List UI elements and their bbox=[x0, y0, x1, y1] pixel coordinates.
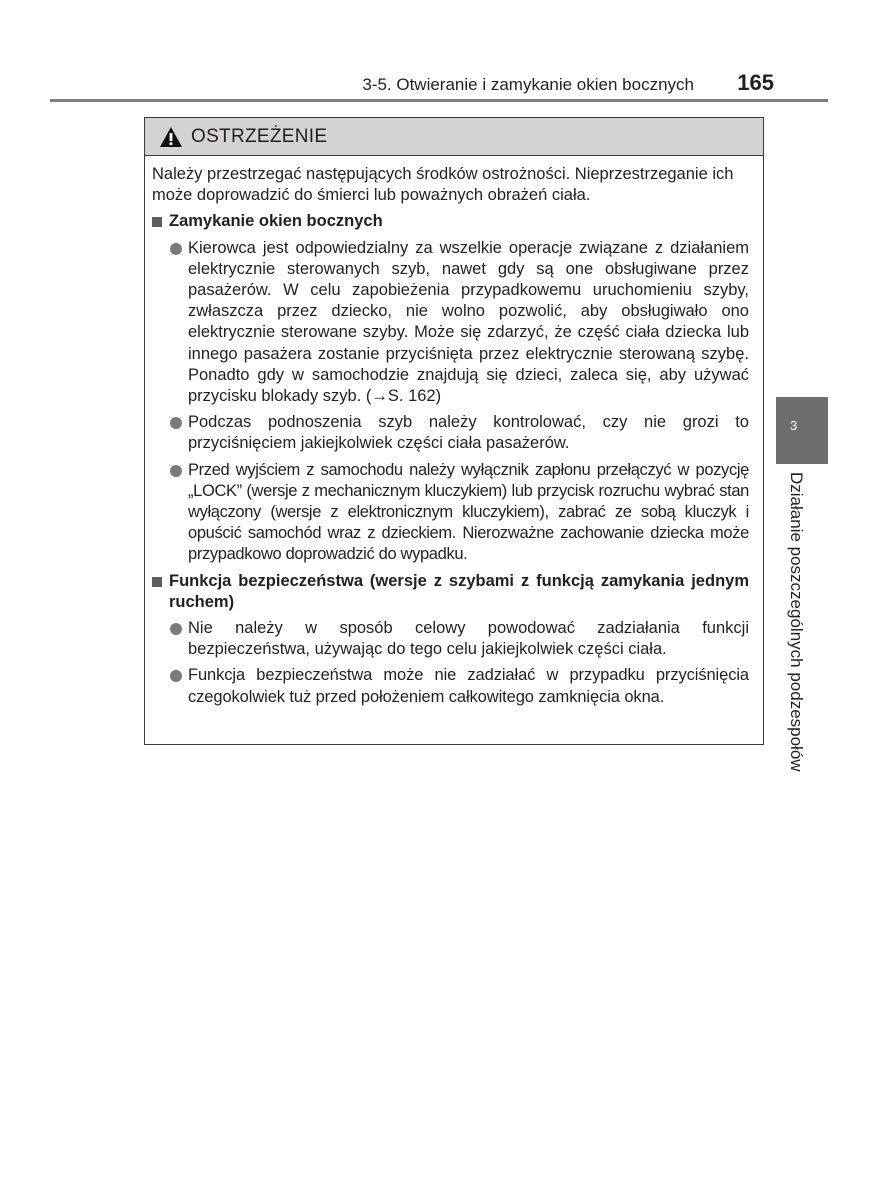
circle-bullet-icon bbox=[170, 243, 182, 255]
circle-bullet-icon bbox=[170, 670, 182, 682]
page-header bbox=[50, 66, 828, 102]
list-item-text: Przed wyjściem z samochodu należy wyłącznik zapłonu przełączyć w pozycję „LOCK” (wersje z mechanicznym kluczykiem) lub przycisk rozruchu wybrać stan wyłączony (wersje z elektronicznym kluczykiem), zabrać ze sobą kluczyk i opuścić samochód wraz z dzieckiem. Nierozważne zachowanie dziecka może przypadkowo doprowadzić do wypadku. bbox=[188, 460, 749, 564]
circle-bullet-icon bbox=[170, 465, 182, 477]
chapter-tab bbox=[776, 397, 828, 464]
square-bullet-icon bbox=[152, 577, 162, 587]
section-heading-text: Funkcja bezpieczeństwa (wersje z szybami z funkcją zamykania jednym ruchem) bbox=[169, 571, 749, 611]
list-item bbox=[152, 238, 749, 408]
circle-bullet-icon bbox=[170, 623, 182, 635]
list-item bbox=[152, 618, 749, 660]
list-item bbox=[152, 665, 749, 707]
page-number: 165 bbox=[737, 70, 774, 95]
list-item-text: Nie należy w sposób celowy powodować zadziałania funkcji bezpieczeństwa, używając do tego celu jakiejkolwiek części ciała. bbox=[188, 619, 749, 659]
list-item-text: Podczas podnoszenia szyb należy kontrolować, czy nie grozi to przyciśnięciem jakiejkolwiek części ciała pasażerów. bbox=[188, 413, 749, 453]
section-heading bbox=[152, 571, 749, 613]
warning-triangle-icon bbox=[159, 126, 183, 148]
chapter-title: Działanie poszczególnych podzespołów bbox=[787, 472, 806, 772]
warning-intro: Należy przestrzegać następujących środków ostrożności. Nieprzestrzeganie ich może doprowadzić do śmierci lub poważnych obrażeń ciała. bbox=[152, 165, 734, 205]
warning-box bbox=[144, 117, 764, 745]
square-bullet-icon bbox=[152, 217, 162, 227]
warning-title: OSTRZEŻENIE bbox=[191, 125, 328, 147]
chapter-number: 3 bbox=[790, 418, 798, 433]
list-item bbox=[152, 412, 749, 454]
section-title: 3-5. Otwieranie i zamykanie okien bocznych bbox=[362, 75, 694, 94]
section-heading-text: Zamykanie okien bocznych bbox=[169, 212, 383, 231]
circle-bullet-icon bbox=[170, 417, 182, 429]
warning-body bbox=[145, 156, 763, 708]
warning-header bbox=[145, 118, 763, 156]
list-item-text: Kierowca jest odpowiedzialny za wszelkie operacje związane z działaniem elektrycznie sterowanych szyb, nawet gdy są one obsługiwane przez pasażerów. W celu zapobieżenia przypadkowemu uruchomieniu szyby, zwłaszcza przez dziecko, nie wolno pozwolić, aby obsługiwało ono elektrycznie sterowane szyby. Może się zdarzyć, że część ciała dziecka lub innego pasażera zostanie przyciśnięta przez elektrycznie sterowaną szybę. Ponadto gdy w samochodzie znajdują się dzieci, zaleca się, aby używać przycisku blokady szyb. (→S. 162) bbox=[188, 238, 749, 406]
list-item-text: Funkcja bezpieczeństwa może nie zadziałać w przypadku przyciśnięcia czegokolwiek tuż przed położeniem całkowitego zamknięcia okna. bbox=[188, 666, 749, 706]
header-divider bbox=[50, 99, 828, 102]
section-heading bbox=[152, 211, 749, 232]
list-item bbox=[152, 460, 749, 566]
